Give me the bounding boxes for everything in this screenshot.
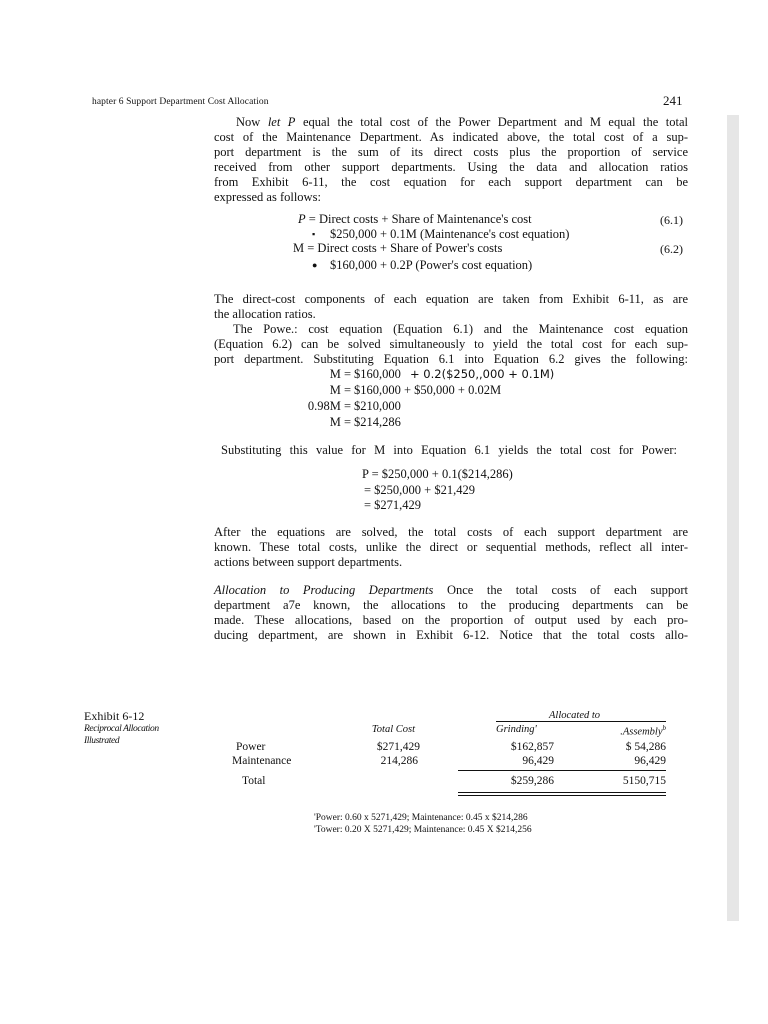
row-label: Power — [236, 741, 266, 753]
row-label: Maintenance — [232, 755, 292, 767]
paragraph-line: The direct-cost components of each equation are taken from Exhibit 6-11, as are — [214, 292, 688, 306]
cell-assembly: 5150,715 — [622, 775, 666, 787]
paragraph-line: Allocation to Producing Departments Once the total costs of each support — [214, 583, 688, 597]
cell-assembly: 96,429 — [634, 755, 666, 767]
paragraph-line: department a7e known, the allocations to the producing departments can be — [214, 598, 688, 612]
exhibit-label: Exhibit 6-12 — [84, 709, 145, 723]
allocated-to-header: Allocated to — [549, 710, 601, 721]
paragraph-line: ducing department, are shown in Exhibit 6-12. Notice that the total costs allo- — [214, 628, 688, 642]
total-rule — [458, 770, 666, 771]
paragraph-line: the allocation ratios. — [214, 307, 316, 321]
equation-rhs: $160,000 — [354, 367, 401, 381]
paragraph-line: received from other support departments. Using the data and allocation ratios — [214, 160, 688, 174]
cell-grinding: 96,429 — [522, 755, 554, 767]
equation-lhs: M = — [329, 367, 351, 381]
equation-6-2: M = Direct costs + Share of Power's costs — [293, 241, 503, 255]
double-rule-top — [458, 792, 666, 793]
equation-rhs: + 0.2($250,,000 + 0.1M) — [410, 367, 555, 381]
equation-rhs: $160,000 + $50,000 + 0.02M — [354, 383, 502, 397]
equation-line: = $250,000 + $21,429 — [364, 483, 475, 497]
vertical-scrollbar[interactable] — [727, 115, 739, 921]
paragraph-line: After the equations are solved, the total costs of each support department are — [214, 525, 688, 539]
exhibit-caption: Reciprocal Allocation — [84, 724, 159, 734]
equation-number: (6.1) — [660, 213, 683, 227]
double-rule-bottom — [458, 795, 666, 796]
column-header-assembly: .Assembly$^b$ — [620, 724, 666, 738]
equation-rhs: $210,000 — [354, 399, 401, 413]
cell-total-cost: 214,286 — [380, 755, 418, 767]
paragraph-line: expressed as follows: — [214, 190, 321, 204]
paragraph-line: from Exhibit 6-11, the cost equation for each support department can be — [214, 175, 688, 189]
equation-number: (6.2) — [660, 242, 683, 256]
footnote: 'Tower: 0.20 X 5271,429; Maintenance: 0.45 X $214,256 — [314, 825, 532, 835]
column-header-grinding: Grinding' — [496, 724, 537, 735]
equation-line: = $271,429 — [364, 498, 422, 512]
equation-lhs: 0.98M = — [307, 399, 351, 413]
paragraph-line: made. These allocations, based on the proportion of output used by each pro- — [214, 613, 688, 627]
row-label: Total — [242, 775, 266, 787]
cell-total-cost: $271,429 — [376, 741, 420, 753]
page-number: 241 — [663, 93, 683, 108]
cell-grinding: $259,286 — [510, 775, 554, 787]
footnote: 'Power: 0.60 x 5271,429; Maintenance: 0.45 x $214,286 — [314, 813, 528, 823]
exhibit-caption: Illustrated — [84, 736, 120, 746]
section-heading: Allocation to Producing Departments — [214, 583, 434, 597]
square-bullet-icon: ▪ — [312, 229, 316, 239]
substitute-line: Substituting this value for M into Equation 6.1 yields the total cost for Power: — [221, 443, 677, 457]
running-title: hapter 6 Support Department Cost Allocation — [92, 97, 269, 107]
paragraph-line: known. These total costs, unlike the direct or sequential methods, reflect all inter- — [214, 540, 688, 554]
paragraph-line: The Powe.: cost equation (Equation 6.1) and the Maintenance cost equation — [233, 322, 688, 336]
paragraph-line: actions between support departments. — [214, 555, 403, 569]
paragraph-line: Now let P equal the total cost of the Power Department and M equal the total — [236, 115, 688, 129]
paragraph-line: (Equation 6.2) can be solved simultaneously to yield the total cost for each sup- — [214, 337, 688, 351]
equation-detail: $250,000 + 0.1M (Maintenance's cost equation) — [330, 227, 570, 241]
equation-detail: $160,000 + 0.2P (Power's cost equation) — [330, 258, 533, 272]
equation-rhs: $214,286 — [354, 415, 401, 429]
equation-line: P = $250,000 + 0.1($214,286) — [362, 467, 513, 481]
paragraph-line: port department is the sum of its direct costs plus the proportion of service — [214, 145, 688, 159]
equation-6-1: P = Direct costs + Share of Maintenance's cost — [298, 212, 532, 226]
paragraph-line: cost of the Maintenance Department. As indicated above, the total cost of a sup- — [214, 130, 688, 144]
paragraph-line: port department. Substituting Equation 6.1 into Equation 6.2 gives the following: — [214, 352, 688, 366]
equation-lhs: M = — [329, 383, 351, 397]
equation-lhs: M = — [329, 415, 351, 429]
round-bullet-icon: ● — [312, 260, 318, 270]
cell-assembly: $ 54,286 — [625, 741, 666, 753]
header-rule — [496, 721, 666, 722]
column-header-total-cost: Total Cost — [371, 724, 415, 735]
cell-grinding: $162,857 — [510, 741, 554, 753]
